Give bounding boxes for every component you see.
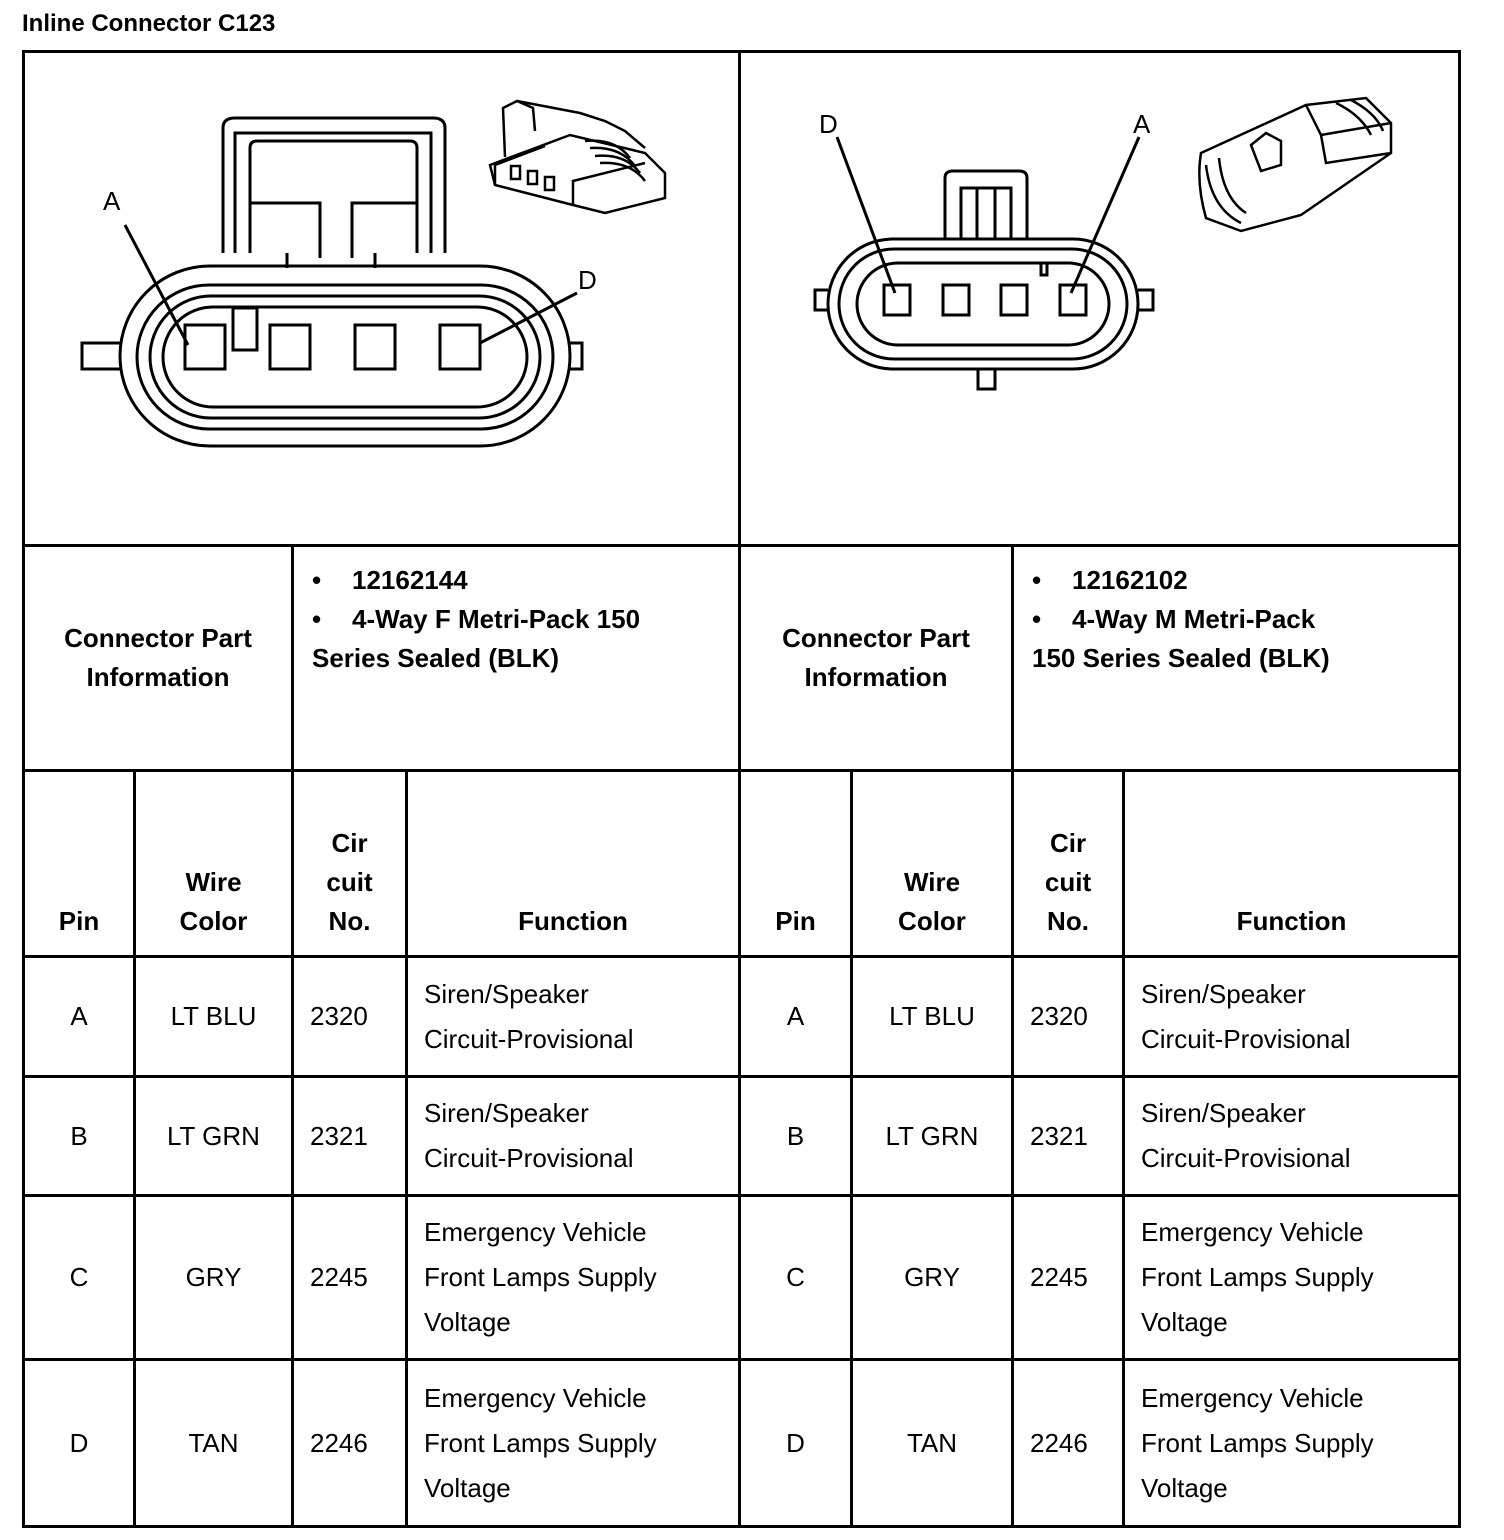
function-line: Front Lamps Supply	[424, 1262, 657, 1292]
connector-description-cont: Series Sealed (BLK)	[312, 643, 560, 673]
pin-cell: A	[70, 1001, 88, 1031]
wire-color-cell: LT BLU	[889, 1001, 975, 1031]
callout-d: D	[578, 265, 597, 295]
function-line: Siren/Speaker	[424, 1098, 589, 1128]
pin-cell: D	[786, 1427, 805, 1458]
function-cell	[1125, 1361, 1458, 1525]
header-line: No.	[328, 906, 371, 936]
function-line: Siren/Speaker	[1141, 1098, 1306, 1128]
pin-cell: B	[70, 1120, 88, 1151]
connector-description: 4-Way M Metri-Pack	[1072, 604, 1316, 634]
wire-color-cell: LT GRN	[885, 1120, 979, 1151]
function-line: Circuit-Provisional	[1141, 1023, 1351, 1054]
header-function: Function	[518, 906, 628, 936]
wire-color-cell: LT GRN	[167, 1120, 260, 1151]
function-line: Front Lamps Supply	[424, 1427, 657, 1458]
header-line: Cir	[331, 828, 368, 858]
wire-color-cell: GRY	[185, 1262, 242, 1292]
function-line: Voltage	[1141, 1307, 1228, 1337]
wire-color-cell: TAN	[188, 1427, 239, 1458]
wire-color-cell: GRY	[904, 1262, 960, 1292]
connector-part-details: • 12162102 • 4-Way M Metri-Pack 150 Series Sealed (BLK)	[1014, 547, 1458, 769]
connector-info-label	[25, 547, 291, 769]
circuit-cell: 2321	[310, 1120, 368, 1151]
callout-a: A	[1133, 109, 1151, 139]
function-cell	[408, 1197, 738, 1358]
header-line: cuit	[1044, 867, 1092, 897]
function-cell	[408, 1361, 738, 1525]
connector-description-cont: 150 Series Sealed (BLK)	[1032, 643, 1330, 673]
female-connector-face-drawing	[25, 53, 737, 543]
function-line: Siren/Speaker	[424, 978, 589, 1009]
callout-a: A	[103, 186, 121, 216]
function-line: Voltage	[424, 1307, 511, 1337]
function-line: Circuit-Provisional	[424, 1023, 634, 1054]
label-line: Connector Part	[64, 623, 252, 653]
header-circuit-no	[294, 772, 405, 955]
pin-cell: C	[69, 1262, 89, 1292]
connector-info-label	[741, 547, 1011, 769]
function-line: Circuit-Provisional	[1141, 1143, 1351, 1173]
function-cell	[408, 958, 738, 1075]
function-line: Voltage	[424, 1472, 511, 1503]
pin-cell: C	[786, 1262, 805, 1292]
function-line: Front Lamps Supply	[1141, 1427, 1374, 1458]
connector-3d-thumbnail-icon	[490, 101, 665, 213]
wire-color-cell: LT BLU	[170, 1001, 257, 1031]
header-function: Function	[1236, 906, 1347, 936]
part-number: 12162102	[1072, 565, 1188, 595]
function-cell	[1125, 1197, 1458, 1358]
male-connector-face-drawing	[741, 53, 1458, 543]
header-pin: Pin	[58, 906, 100, 936]
callout-d: D	[819, 109, 838, 139]
part-number: 12162144	[352, 565, 468, 595]
header-line: Color	[898, 906, 966, 936]
page-title: Inline Connector C123	[22, 10, 276, 37]
header-line: Cir	[1049, 828, 1087, 858]
function-line: Emergency Vehicle	[1141, 1382, 1364, 1413]
label-line: Connector Part	[782, 623, 970, 653]
header-line: Wire	[185, 867, 242, 897]
function-line: Emergency Vehicle	[1141, 1217, 1364, 1247]
connector-part-details: • 12162144 • 4-Way F Metri-Pack 150 Series Sealed (BLK)	[294, 547, 738, 769]
circuit-cell: 2320	[310, 1001, 368, 1031]
function-line: Siren/Speaker	[1141, 978, 1306, 1009]
header-circuit-no	[1014, 772, 1122, 955]
pin-cell: A	[786, 1001, 805, 1031]
connector-description: 4-Way F Metri-Pack 150	[352, 604, 641, 634]
function-cell	[1125, 958, 1458, 1075]
header-line: Wire	[903, 867, 961, 897]
header-wire-color	[853, 772, 1011, 955]
circuit-cell: 2320	[1030, 1001, 1088, 1031]
pin-cell: D	[69, 1427, 89, 1458]
function-line: Circuit-Provisional	[424, 1143, 634, 1173]
circuit-cell: 2245	[1030, 1262, 1088, 1292]
header-pin: Pin	[775, 906, 816, 936]
header-line: Color	[179, 906, 248, 936]
connector-3d-thumbnail-icon	[1199, 98, 1391, 231]
header-wire-color	[136, 772, 291, 955]
function-line: Emergency Vehicle	[424, 1382, 647, 1413]
label-line: Information	[86, 662, 230, 692]
circuit-cell: 2246	[1030, 1427, 1088, 1458]
pin-cell: B	[786, 1120, 805, 1151]
label-line: Information	[804, 662, 948, 692]
circuit-cell: 2245	[310, 1262, 368, 1292]
circuit-cell: 2246	[310, 1427, 368, 1458]
function-line: Voltage	[1141, 1472, 1228, 1503]
function-line: Emergency Vehicle	[424, 1217, 647, 1247]
circuit-cell: 2321	[1030, 1120, 1088, 1151]
function-line: Front Lamps Supply	[1141, 1262, 1374, 1292]
header-line: cuit	[326, 867, 373, 897]
function-cell	[408, 1078, 738, 1194]
wire-color-cell: TAN	[906, 1427, 958, 1458]
header-line: No.	[1047, 906, 1089, 936]
function-cell	[1125, 1078, 1458, 1194]
